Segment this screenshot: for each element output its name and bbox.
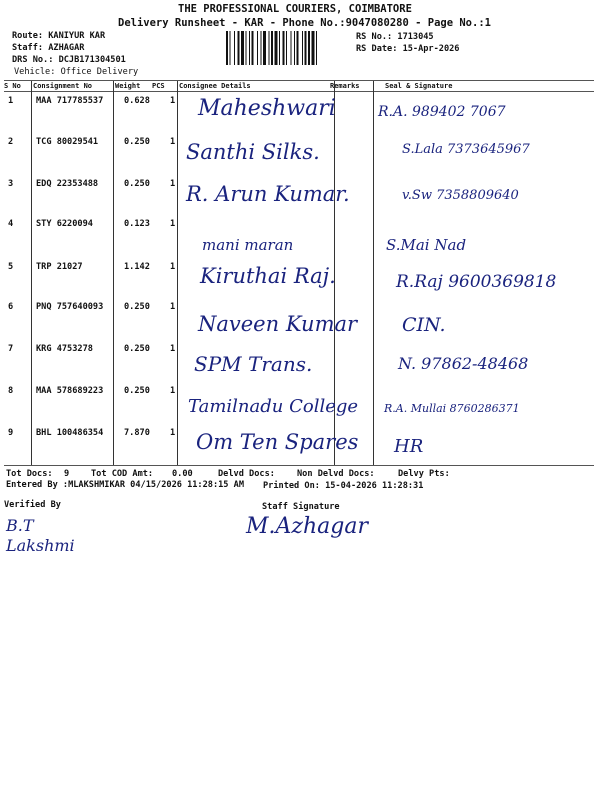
table-top-border [4, 80, 594, 81]
col-divider [31, 81, 32, 465]
table-bottom-border [4, 465, 594, 466]
row-weight: 0.250 [124, 137, 150, 147]
seal-handwriting: R.Raj 9600369818 [396, 272, 557, 292]
row-pcs: 1 [170, 344, 176, 354]
seal-handwriting: N. 97862-48468 [398, 354, 529, 373]
seal-handwriting: CIN. [402, 314, 446, 336]
col-divider [113, 81, 114, 465]
row-sno: 1 [8, 96, 14, 106]
tot-cod-label: Tot COD Amt: [91, 469, 154, 479]
row-sno: 8 [8, 386, 14, 396]
header-consignment: Consignment No [33, 82, 93, 90]
row-sno: 6 [8, 302, 14, 312]
consignee-handwriting: Om Ten Spares [196, 430, 359, 454]
row-sno: 7 [8, 344, 14, 354]
row-sno: 2 [8, 137, 14, 147]
row-weight: 0.628 [124, 96, 150, 106]
row-sno: 9 [8, 428, 14, 438]
row-consignment: KRG 4753278 [36, 344, 93, 354]
tot-docs-label: Tot Docs: [6, 469, 53, 479]
staff-signature-label: Staff Signature [262, 502, 340, 512]
rs-date: RS Date: 15-Apr-2026 [356, 44, 460, 54]
row-consignment: MAA 578689223 [36, 386, 104, 396]
row-consignment: EDQ 22353488 [36, 179, 99, 189]
seal-handwriting: S.Mai Nad [386, 236, 467, 254]
drs-label: DRS No.: DCJB171304501 [12, 55, 126, 65]
row-pcs: 1 [170, 219, 176, 229]
header-seal: Seal & Signature [385, 82, 453, 90]
seal-handwriting: HR [394, 436, 424, 457]
consignee-handwriting: Maheshwari [198, 96, 336, 121]
tot-cod-value: 0.00 [172, 469, 193, 479]
row-weight: 0.250 [124, 386, 150, 396]
row-pcs: 1 [170, 262, 176, 272]
header-sno: S No [4, 82, 21, 90]
consignee-handwriting: mani maran [202, 236, 294, 254]
row-weight: 0.250 [124, 302, 150, 312]
seal-handwriting: v.Sw 7358809640 [402, 188, 519, 203]
row-consignment: MAA 717785537 [36, 96, 104, 106]
header-pcs: PCS [152, 82, 165, 90]
row-consignment: BHL 100486354 [36, 428, 104, 438]
consignee-handwriting: Kiruthai Raj. [200, 264, 336, 288]
verified-signature: B.T Lakshmi [6, 516, 75, 555]
row-consignment: TCG 80029541 [36, 137, 99, 147]
tot-docs-value: 9 [64, 469, 70, 479]
row-pcs: 1 [170, 386, 176, 396]
row-weight: 0.250 [124, 179, 150, 189]
row-weight: 0.250 [124, 344, 150, 354]
row-pcs: 1 [170, 428, 176, 438]
row-sno: 4 [8, 219, 14, 229]
delvy-pts-label: Delvy Pts: [398, 469, 450, 479]
route-label: Route: KANIYUR KAR [12, 31, 106, 41]
consignee-handwriting: R. Arun Kumar. [186, 182, 350, 206]
row-consignment: STY 6220094 [36, 219, 93, 229]
delvd-docs-label: Delvd Docs: [218, 469, 275, 479]
consignee-handwriting: SPM Trans. [194, 352, 313, 376]
table-header-border [4, 91, 594, 92]
row-consignment: TRP 21027 [36, 262, 83, 272]
rs-no: RS No.: 1713045 [356, 32, 434, 42]
consignee-handwriting: Naveen Kumar [198, 312, 358, 336]
non-delvd-docs-label: Non Delvd Docs: [297, 469, 375, 479]
company-title: THE PROFESSIONAL COURIERS, COIMBATORE [178, 3, 412, 15]
row-pcs: 1 [170, 96, 176, 106]
vehicle-label: Vehicle: Office Delivery [14, 67, 139, 77]
row-consignment: PNQ 757640093 [36, 302, 104, 312]
seal-handwriting: S.Lala 7373645967 [402, 142, 530, 157]
row-sno: 5 [8, 262, 14, 272]
header-consignee: Consignee Details [179, 82, 251, 90]
row-weight: 0.123 [124, 219, 150, 229]
header-weight: Weight [115, 82, 141, 90]
row-pcs: 1 [170, 137, 176, 147]
consignee-handwriting: Tamilnadu College [188, 396, 359, 417]
col-divider [177, 81, 178, 465]
entered-by: Entered By :MLAKSHMIKAR 04/15/2026 11:28:15 AM [6, 480, 244, 490]
row-weight: 1.142 [124, 262, 150, 272]
row-sno: 3 [8, 179, 14, 189]
col-divider [373, 81, 374, 465]
header-remarks: Remarks [330, 82, 360, 90]
row-weight: 7.870 [124, 428, 150, 438]
runsheet-title: Delivery Runsheet - KAR - Phone No.:9047080280 - Page No.:1 [118, 17, 491, 29]
barcode [226, 31, 352, 65]
seal-handwriting: R.A. 989402 7067 [378, 104, 506, 120]
printed-on: Printed On: 15-04-2026 11:28:31 [263, 481, 424, 491]
row-pcs: 1 [170, 302, 176, 312]
consignee-handwriting: Santhi Silks. [186, 140, 320, 164]
seal-handwriting: R.A. Mullai 8760286371 [384, 402, 520, 415]
staff-signature: M.Azhagar [246, 514, 368, 539]
staff-label: Staff: AZHAGAR [12, 43, 85, 53]
row-pcs: 1 [170, 179, 176, 189]
verified-by-label: Verified By [4, 500, 61, 510]
